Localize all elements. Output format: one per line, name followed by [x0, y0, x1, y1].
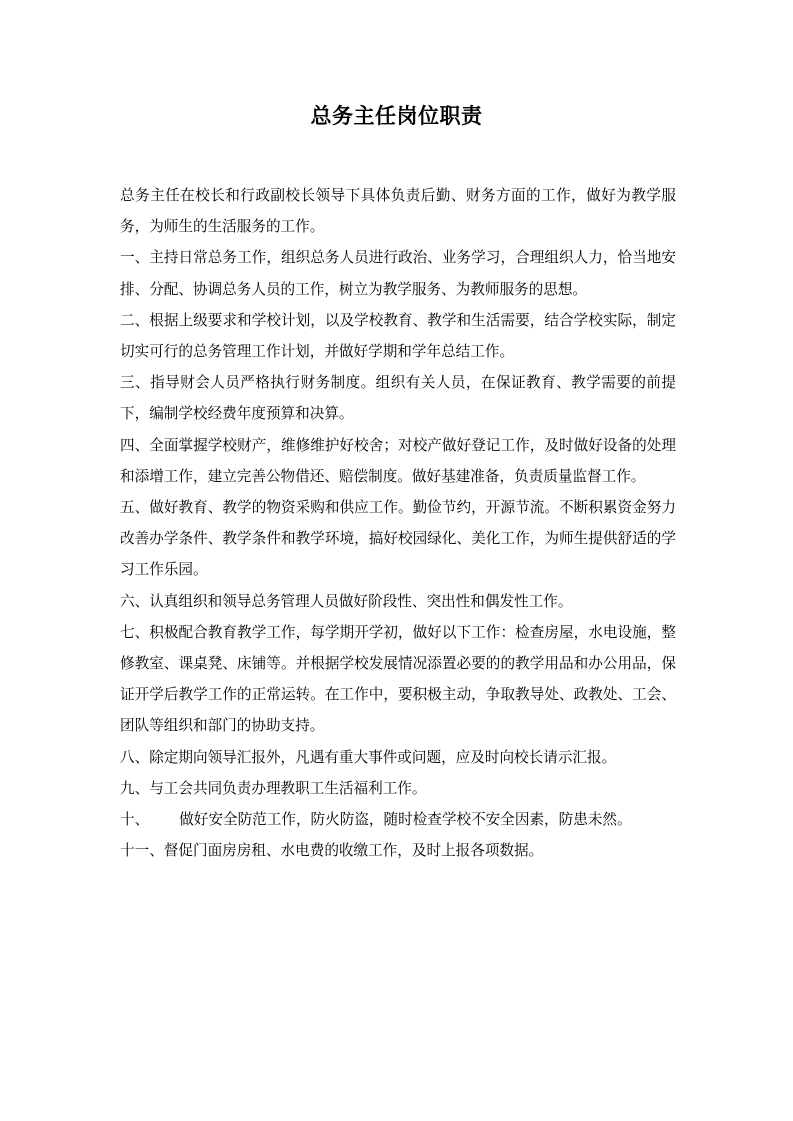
paragraph-item-8: 八、除定期向领导汇报外，凡遇有重大事件或问题，应及时向校长请示汇报。 — [120, 748, 617, 766]
paragraph-item-5: 五、做好教育、教学的物资采购和供应工作。勤俭节约，开源节流。不断积累资金努力改善办学条件、教学条件和教学环境，搞好校园绿化、美化工作，为师生提供舒适的学习工作乐园。 — [120, 499, 676, 579]
item-10-text: 做好安全防范工作，防火防盗，随时检查学校不安全因素，防患未然。 — [179, 811, 632, 829]
paragraph-item-10 — [120, 804, 676, 835]
paragraph-item-2: 二、根据上级要求和学校计划，以及学校教育、教学和生活需要，结合学校实际，制定切实可行的总务管理工作计划，并做好学期和学年总结工作。 — [120, 311, 676, 361]
paragraph-item-7: 七、积极配合教育教学工作，每学期开学初，做好以下工作：检查房屋，水电设施，整修教室、课桌凳、床铺等。并根据学校发展情况添置必要的的教学用品和办公用品，保证开学后教学工作的正常运转。在工作中，要积极主动，争取教导处、政教处、工会、团队等组织和部门的协助支持。 — [120, 623, 676, 735]
paragraph-item-4: 四、全面掌握学校财产，维修维护好校舍；对校产做好登记工作，及时做好设备的处理和添增工作，建立完善公物借还、赔偿制度。做好基建准备，负责质量监督工作。 — [120, 436, 676, 485]
paragraph-item-3: 三、指导财会人员严格执行财务制度。组织有关人员，在保证教育、教学需要的前提下，编制学校经费年度预算和决算。 — [120, 374, 676, 423]
paragraph-item-6: 六、认真组织和领导总务管理人员做好阶段性、突出性和偶发性工作。 — [120, 592, 573, 610]
document-body — [120, 180, 676, 866]
paragraph-item-9: 九、与工会共同负责办理教职工生活福利工作。 — [120, 779, 427, 797]
item-10-label: 十、 — [120, 811, 150, 829]
paragraph-intro: 总务主任在校长和行政副校长领导下具体负责后勤、财务方面的工作，做好为教学服务，为师生的生活服务的工作。 — [120, 187, 676, 236]
document-title: 总务主任岗位职责 — [310, 104, 483, 128]
paragraph-item-1: 一、主持日常总务工作，组织总务人员进行政治、业务学习，合理组织人力，恰当地安排、分配、协调总务人员的工作，树立为教学服务、为教师服务的思想。 — [120, 249, 676, 298]
paragraph-item-11: 十一、督促门面房房租、水电费的收缴工作，及时上报各项数据。 — [120, 842, 544, 860]
